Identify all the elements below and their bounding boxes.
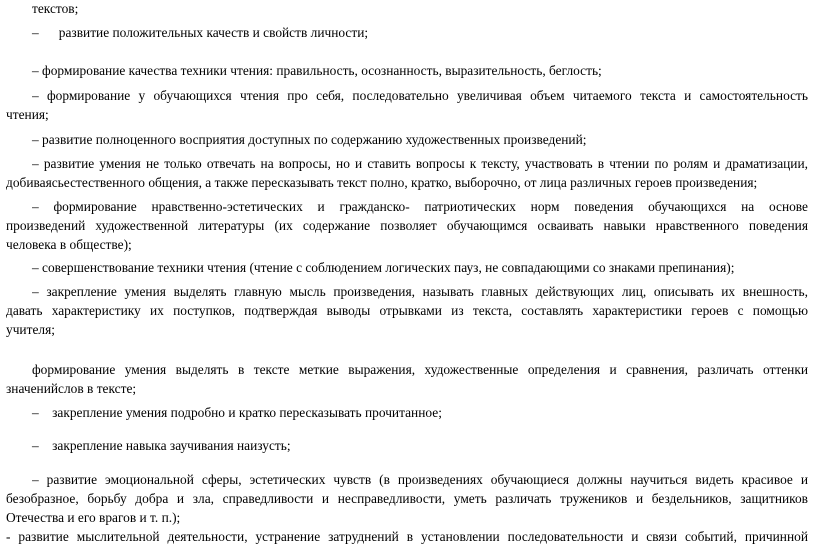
text-line: – формирование нравственно-эстетических и гражданско- патриотических норм поведения обучающихся на основе [32, 199, 808, 214]
text-line: человека в обществе); [6, 237, 132, 252]
text-line: значенийслов в тексте; [6, 381, 137, 396]
text-line: безобразное, борьбу добра и зла, справедливости и несправедливости, уметь различать тружеников и бездельников, защитников [6, 491, 808, 506]
text-line: – развитие положительных качеств и свойств личности; [32, 25, 369, 40]
text-line: - развитие мыслительной деятельности, устранение затруднений в установлении последовательности и связи событий, причинной [6, 529, 808, 544]
text-line: – формирование качества техники чтения: правильность, осознанность, выразительность, беглость; [32, 63, 602, 78]
text-line: – развитие умения не только отвечать на вопросы, но и ставить вопросы к тексту, участвовать в чтении по ролям и драматизации, [32, 156, 808, 171]
text-line: – развитие эмоциональной сферы, эстетических чувств (в произведениях обучающиеся должны научиться видеть красивое и [32, 472, 808, 487]
text-line: Отечества и его врагов и т. п.); [6, 510, 181, 525]
text-line: – развитие полноценного восприятия доступных по содержанию художественных произведений; [32, 132, 587, 147]
text-line: – закрепление умения выделять главную мысль произведения, называть главных действующих лиц, описывать их внешность, [32, 284, 808, 299]
text-line: учителя; [6, 322, 55, 337]
text-line: – совершенствование техники чтения (чтение с соблюдением логических пауз, не совпадающими со знаками препинания); [32, 260, 735, 275]
text-line: текстов; [32, 1, 79, 16]
text-line: формирование умения выделять в тексте меткие выражения, художественные определения и сравнения, различать оттенки [32, 362, 808, 377]
text-line: произведений художественной литературы (их содержание позволяет обучающимся осваивать навыки нравственного поведения [6, 218, 808, 233]
text-line: – закрепление умения подробно и кратко пересказывать прочитанное; [32, 405, 442, 420]
text-line: давать характеристику их поступков, подтверждая выводы отрывками из текста, составлять характеристики героев с помощью [6, 303, 808, 318]
text-line: – закрепление навыка заучивания наизусть; [32, 438, 291, 453]
text-line: добиваясьестественного общения, а также пересказывать текст полно, кратко, выборочно, от лица различных героев произведения; [6, 175, 758, 190]
text-line: – формирование у обучающихся чтения про себя, последовательно увеличивая объем читаемого текста и самостоятельность [32, 88, 808, 103]
text-line: чтения; [6, 107, 49, 122]
